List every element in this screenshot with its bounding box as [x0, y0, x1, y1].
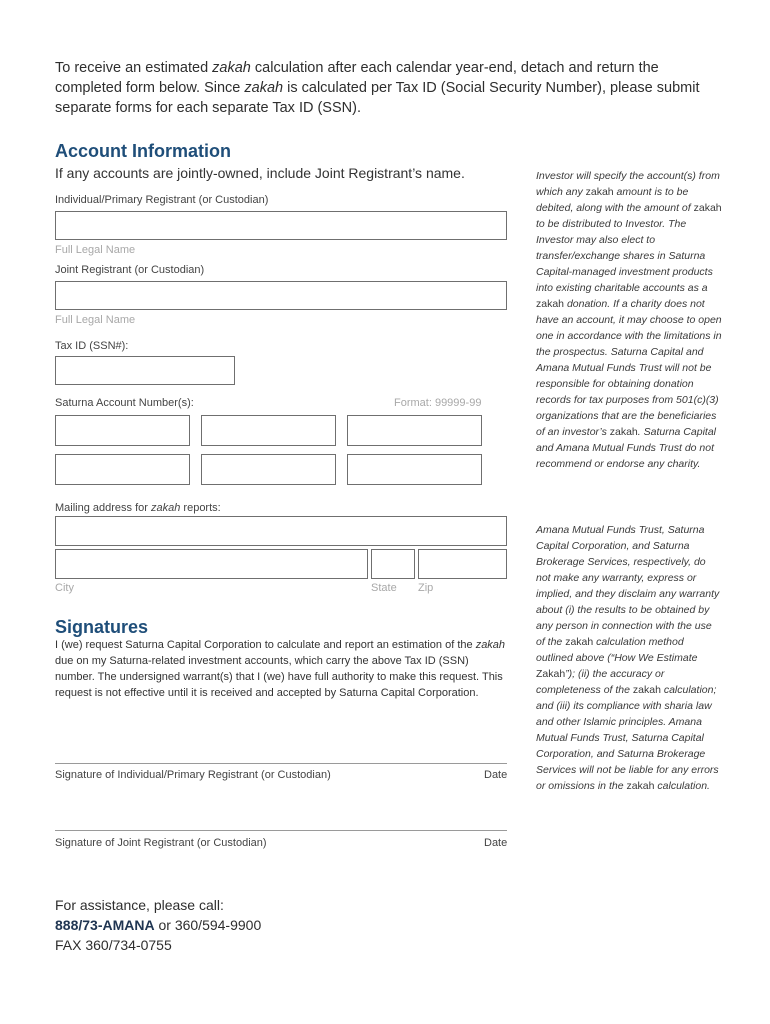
primary-signature-label: Signature of Individual/Primary Registrant (or Custodian) [55, 769, 331, 781]
account-number-input[interactable] [347, 415, 482, 446]
joint-registrant-input[interactable] [55, 281, 507, 310]
sidebar-disclaimer: Amana Mutual Funds Trust, Saturna Capital Corporation, and Saturna Brokerage Services, respectively, do not make any warranty, express or implied, and they disclaim any warranty about (i) the results to be obtained by any person in connection with the use of the zakah calculation method outlined above (“How We Estimate Zakah”); (ii) the accuracy or completeness of the zakah calculation; and (iii) its compliance with sharia law and other Islamic principles. Amana Mutual Funds Trust, Saturna Capital Corporation, and Saturna Brokerage Services will not be liable for any errors or omissions in the zakah calculation. [536, 524, 720, 792]
account-numbers-label: Saturna Account Number(s): [55, 397, 194, 409]
joint-registrant-hint: Full Legal Name [55, 314, 136, 326]
account-number-format: Format: 99999-99 [394, 397, 482, 409]
intro-text: To receive an estimated [55, 60, 213, 76]
city-input[interactable] [55, 549, 368, 579]
mailing-label-text: reports: [180, 502, 221, 514]
intro-text: is calculated per Tax ID (Social Security Number), please submit separate forms for each separate Tax ID (SSN). [55, 80, 700, 116]
request-text: I (we) request Saturna Capital Corporation to calculate and report an estimation of the [55, 639, 476, 651]
request-text: due on my Saturna-related investment accounts, which carry the above Tax ID (SSN) number. The undersigned warrant(s) that I (we) have full authority to make this request. This request is not effective until it is received and accepted by Saturna Capital Corporation. [55, 655, 503, 699]
state-input[interactable] [371, 549, 415, 579]
account-number-input[interactable] [347, 454, 482, 485]
account-subtitle: If any accounts are jointly-owned, include Joint Registrant’s name. [55, 165, 465, 181]
assistance-heading: For assistance, please call: [55, 897, 224, 913]
mailing-address-label [55, 502, 221, 514]
assistance-fax: FAX 360/734-0755 [55, 937, 172, 953]
primary-signature-line[interactable] [55, 763, 507, 764]
mailing-address-street-input[interactable] [55, 516, 507, 546]
phone-amana: 888/73-AMANA [55, 917, 155, 933]
zip-input[interactable] [418, 549, 507, 579]
account-information-heading: Account Information [55, 141, 231, 161]
joint-signature-label: Signature of Joint Registrant (or Custodian) [55, 837, 267, 849]
primary-registrant-label: Individual/Primary Registrant (or Custodian) [55, 194, 269, 206]
sidebar-investor-note: Investor will specify the account(s) from which any zakah amount is to be debited, along with the amount of zakah to be distributed to Investor. The Investor may also elect to transfer/exchange shares in Saturna Capital-managed investment products into existing charitable accounts as a zakah donation. If a charity does not have an account, it may choose to open one in accordance with the limitations in the prospectus. Saturna Capital and Amana Mutual Funds Trust will not be responsible for obtaining donation records for tax purposes from 501(c)(3) organizations that are the beneficiaries of an investor’s zakah. Saturna Capital and Amana Mutual Funds Trust do not recommend or endorse any charity. [536, 170, 722, 470]
mailing-label-text: Mailing address for [55, 502, 151, 514]
state-hint: State [371, 582, 397, 594]
tax-id-input[interactable] [55, 356, 235, 385]
primary-registrant-input[interactable] [55, 211, 507, 240]
primary-registrant-hint: Full Legal Name [55, 244, 136, 256]
intro-zakah: zakah [212, 60, 251, 76]
request-statement [55, 637, 507, 701]
phone-number: or 360/594-9900 [154, 917, 262, 933]
joint-registrant-label: Joint Registrant (or Custodian) [55, 264, 205, 276]
tax-id-label: Tax ID (SSN#): [55, 340, 129, 352]
intro-paragraph [55, 58, 725, 118]
account-number-input[interactable] [55, 454, 190, 485]
intro-zakah: zakah [244, 80, 284, 96]
city-hint: City [55, 582, 74, 594]
joint-date-label: Date [484, 837, 508, 849]
mailing-label-zakah: zakah [151, 502, 181, 514]
assistance-block [55, 895, 261, 955]
request-zakah: zakah [475, 639, 506, 651]
assistance-phone [55, 915, 261, 935]
intro-text: calculation after each calendar year-end, detach and return the completed form below. Since [55, 60, 659, 96]
primary-date-label: Date [484, 769, 508, 781]
account-number-input[interactable] [55, 415, 190, 446]
signatures-heading: Signatures [55, 617, 149, 637]
account-number-input[interactable] [201, 415, 336, 446]
account-number-input[interactable] [201, 454, 336, 485]
zip-hint: Zip [418, 582, 434, 594]
joint-signature-line[interactable] [55, 830, 507, 831]
